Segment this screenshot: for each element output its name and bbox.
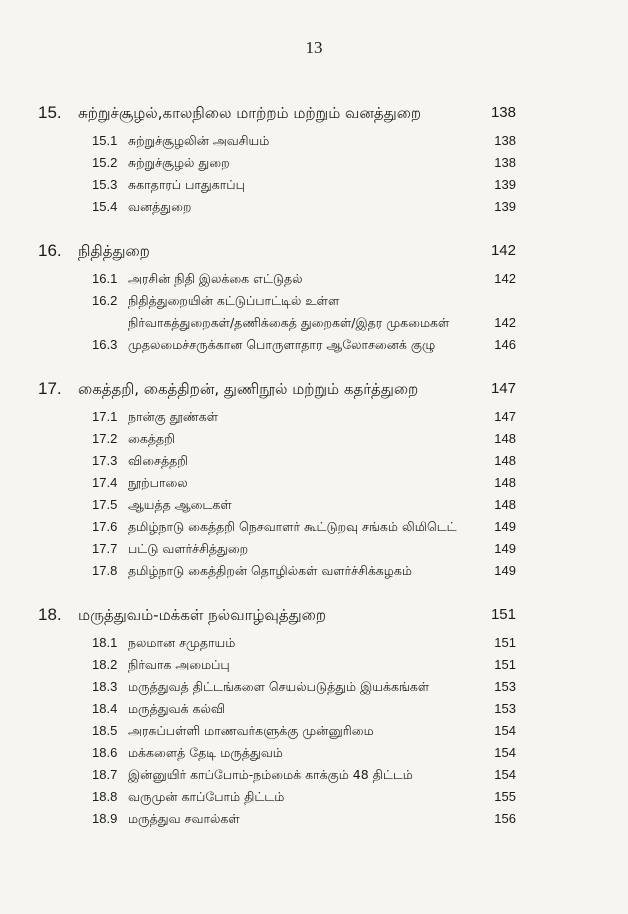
- toc-section-heading: [0, 234, 628, 268]
- entry-number: 18.7: [92, 767, 118, 782]
- entry-page-number: 154: [494, 745, 516, 760]
- entry-number: 17.3: [92, 453, 118, 468]
- toc-entry: [0, 808, 628, 830]
- entry-page-number: 142: [494, 271, 516, 286]
- toc-entry: [0, 406, 628, 428]
- entry-title: அரசுப்பள்ளி மாணவர்களுக்கு முன்னுரிமை: [128, 723, 374, 738]
- entry-page-number: 139: [494, 177, 516, 192]
- entry-page-number: 151: [494, 635, 516, 650]
- section-title: கைத்தறி, கைத்திறன், துணிநூல் மற்றும் கதர்த்துறை: [78, 380, 419, 398]
- toc-entry-continuation: [0, 312, 628, 334]
- entry-number: 17.2: [92, 431, 118, 446]
- entry-title: நூற்பாலை: [128, 475, 188, 490]
- entry-page-number: 138: [494, 133, 516, 148]
- entry-title: மக்களைத் தேடி மருத்துவம்: [128, 745, 283, 760]
- entry-page-number: 146: [494, 337, 516, 352]
- entry-number: 17.5: [92, 497, 118, 512]
- toc-entry: [0, 560, 628, 582]
- toc-entry: [0, 268, 628, 290]
- entry-title: சுற்றுச்சூழல் துறை: [128, 155, 230, 170]
- entry-page-number: 154: [494, 767, 516, 782]
- entry-number: 15.4: [92, 199, 118, 214]
- section-page-number: 142: [490, 242, 516, 259]
- entry-number: 15.3: [92, 177, 118, 192]
- toc-entry: [0, 494, 628, 516]
- entry-number: 18.9: [92, 811, 118, 826]
- entry-page-number: 149: [494, 541, 516, 556]
- entry-page-number: 142: [494, 315, 516, 330]
- entry-page-number: 153: [494, 701, 516, 716]
- toc-entry: [0, 538, 628, 560]
- entry-title: வனத்துறை: [128, 199, 192, 214]
- entry-number: 16.2: [92, 293, 118, 308]
- section-page-number: 138: [490, 104, 516, 121]
- entry-page-number: 156: [494, 811, 516, 826]
- toc-section: [0, 96, 628, 218]
- toc-entry: [0, 472, 628, 494]
- entry-title: இன்னுயிர் காப்போம்-நம்மைக் காக்கும் 48 திட்டம்: [128, 767, 413, 782]
- entry-page-number: 155: [494, 789, 516, 804]
- toc-entry: [0, 174, 628, 196]
- toc-section: [0, 234, 628, 356]
- section-title: நிதித்துறை: [78, 242, 150, 260]
- entry-title: வருமுன் காப்போம் திட்டம்: [128, 789, 285, 804]
- entry-page-number: 149: [494, 519, 516, 534]
- entry-number: 16.1: [92, 271, 118, 286]
- entry-title: கைத்தறி: [128, 431, 175, 446]
- entry-title: மருத்துவக் கல்வி: [128, 701, 226, 716]
- entry-page-number: 148: [494, 453, 516, 468]
- entry-number: 15.2: [92, 155, 118, 170]
- toc-entry: [0, 632, 628, 654]
- entry-number: 18.6: [92, 745, 118, 760]
- entry-title-continued: நிர்வாகத்துறைகள்/தணிக்கைத் துறைகள்/இதர முகமைகள்: [128, 315, 450, 330]
- toc-section-heading: [0, 598, 628, 632]
- toc-entry: [0, 676, 628, 698]
- entry-number: 17.6: [92, 519, 118, 534]
- entry-page-number: 139: [494, 199, 516, 214]
- section-number: 16.: [38, 241, 62, 260]
- entry-title: சுற்றுச்சூழலின் அவசியம்: [128, 133, 270, 148]
- toc-entry: [0, 152, 628, 174]
- entry-number: 17.8: [92, 563, 118, 578]
- entry-title: விசைத்தறி: [128, 453, 189, 468]
- toc-section: [0, 372, 628, 582]
- entry-number: 18.1: [92, 635, 118, 650]
- entry-title: நிதித்துறையின் கட்டுப்பாட்டில் உள்ள: [128, 293, 340, 308]
- entry-title: நிர்வாக அமைப்பு: [128, 657, 230, 672]
- toc-entry: [0, 742, 628, 764]
- entry-title: தமிழ்நாடு கைத்தறி நெசவாளர் கூட்டுறவு சங்கம் லிமிடெட்: [128, 519, 457, 534]
- entry-page-number: 148: [494, 497, 516, 512]
- entry-page-number: 147: [494, 409, 516, 424]
- section-page-number: 151: [490, 606, 516, 623]
- entry-number: 16.3: [92, 337, 118, 352]
- entry-number: 17.4: [92, 475, 118, 490]
- entry-title: ஆயத்த ஆடைகள்: [128, 497, 232, 512]
- table-of-contents: [0, 96, 628, 846]
- entry-page-number: 138: [494, 155, 516, 170]
- toc-entry: [0, 130, 628, 152]
- section-number: 18.: [38, 605, 62, 624]
- toc-entry: [0, 720, 628, 742]
- entry-number: 15.1: [92, 133, 118, 148]
- toc-entry: [0, 196, 628, 218]
- toc-section: [0, 598, 628, 830]
- entry-title: சுகாதாரப் பாதுகாப்பு: [128, 177, 245, 192]
- entry-number: 18.5: [92, 723, 118, 738]
- section-title: சுற்றுச்சூழல்,காலநிலை மாற்றம் மற்றும் வனத்துறை: [78, 104, 422, 122]
- entry-page-number: 149: [494, 563, 516, 578]
- entry-number: 18.2: [92, 657, 118, 672]
- entry-title: தமிழ்நாடு கைத்திறன் தொழில்கள் வளர்ச்சிக்கழகம்: [128, 563, 412, 578]
- page-number: 13: [305, 38, 323, 57]
- section-title: மருத்துவம்-மக்கள் நல்வாழ்வுத்துறை: [78, 606, 327, 624]
- entry-title: பட்டு வளர்ச்சித்துறை: [128, 541, 249, 556]
- entry-number: 18.8: [92, 789, 118, 804]
- entry-number: 17.7: [92, 541, 118, 556]
- entry-page-number: 148: [494, 431, 516, 446]
- section-page-number: 147: [490, 380, 516, 397]
- toc-entry: [0, 428, 628, 450]
- entry-page-number: 153: [494, 679, 516, 694]
- entry-title: நலமான சமுதாயம்: [128, 635, 236, 650]
- entry-number: 18.3: [92, 679, 118, 694]
- entry-number: 18.4: [92, 701, 118, 716]
- section-number: 17.: [38, 379, 62, 398]
- toc-entry: [0, 764, 628, 786]
- toc-entry: [0, 334, 628, 356]
- entry-title: அரசின் நிதி இலக்கை எட்டுதல்: [128, 271, 303, 286]
- toc-entry: [0, 786, 628, 808]
- toc-section-heading: [0, 96, 628, 130]
- section-number: 15.: [38, 103, 62, 122]
- toc-entry: [0, 698, 628, 720]
- entry-page-number: 154: [494, 723, 516, 738]
- entry-page-number: 151: [494, 657, 516, 672]
- entry-title: மருத்துவ சவால்கள்: [128, 811, 240, 826]
- entry-title: முதலமைச்சருக்கான பொருளாதார ஆலோசனைக் குழு: [128, 337, 436, 352]
- toc-entry: [0, 290, 628, 312]
- entry-page-number: 148: [494, 475, 516, 490]
- toc-entry: [0, 450, 628, 472]
- toc-entry: [0, 654, 628, 676]
- entry-title: மருத்துவத் திட்டங்களை செயல்படுத்தும் இயக்கங்கள்: [128, 679, 430, 694]
- entry-number: 17.1: [92, 409, 118, 424]
- entry-title: நான்கு தூண்கள்: [128, 409, 219, 424]
- toc-entry: [0, 516, 628, 538]
- toc-section-heading: [0, 372, 628, 406]
